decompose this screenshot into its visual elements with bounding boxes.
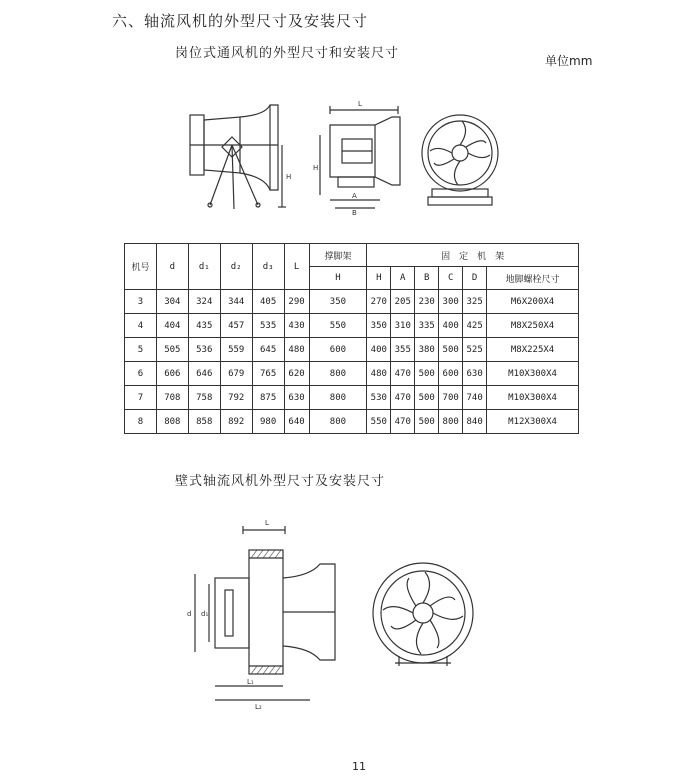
cell-A: 470	[391, 362, 415, 386]
cell-bolt: M8X225X4	[487, 338, 579, 362]
label-A: A	[352, 192, 357, 200]
cell-L: 290	[284, 290, 309, 314]
cell-B: 500	[415, 386, 439, 410]
cell-L: 480	[284, 338, 309, 362]
header-C: C	[439, 267, 463, 290]
post-fan-title: 岗位式通风机的外型尺寸和安装尺寸	[175, 46, 400, 61]
cell-d: 708	[156, 386, 188, 410]
header-model: 机号	[125, 244, 157, 290]
cell-A: 355	[391, 338, 415, 362]
header-d3: d₃	[252, 244, 284, 290]
header-bolt: 地脚螺栓尺寸	[487, 267, 579, 290]
unit-label: 单位mm	[545, 54, 593, 68]
cell-d2: 457	[220, 314, 252, 338]
cell-bolt: M10X300X4	[487, 386, 579, 410]
cell-stand-H: 350	[309, 290, 367, 314]
wall-label-L2: L₂	[255, 703, 262, 711]
cell-d: 304	[156, 290, 188, 314]
cell-d: 606	[156, 362, 188, 386]
cell-stand-H: 800	[309, 410, 367, 434]
post-fan-front-view	[422, 115, 498, 205]
header-A: A	[391, 267, 415, 290]
cell-bolt: M12X300X4	[487, 410, 579, 434]
cell-B: 230	[415, 290, 439, 314]
wall-fan-title: 壁式轴流风机外型尺寸及安装尺寸	[175, 474, 386, 489]
header-H: H	[367, 267, 391, 290]
cell-d: 404	[156, 314, 188, 338]
cell-d: 808	[156, 410, 188, 434]
wall-label-d: d	[187, 610, 192, 618]
table-row	[125, 338, 579, 362]
table-row	[125, 362, 579, 386]
table-row	[125, 410, 579, 434]
wall-label-d1: d₁	[201, 610, 209, 618]
post-fan-frame-view	[320, 106, 400, 208]
cell-C: 300	[439, 290, 463, 314]
cell-A: 470	[391, 410, 415, 434]
cell-no: 4	[125, 314, 157, 338]
cell-stand-H: 800	[309, 386, 367, 410]
header-D: D	[463, 267, 487, 290]
cell-D: 630	[463, 362, 487, 386]
header-L: L	[284, 244, 309, 290]
cell-H: 550	[367, 410, 391, 434]
cell-D: 325	[463, 290, 487, 314]
cell-d1: 435	[188, 314, 220, 338]
cell-C: 500	[439, 338, 463, 362]
cell-d3: 535	[252, 314, 284, 338]
table-row	[125, 290, 579, 314]
cell-d2: 344	[220, 290, 252, 314]
cell-d1: 646	[188, 362, 220, 386]
cell-L: 640	[284, 410, 309, 434]
cell-no: 8	[125, 410, 157, 434]
header-d: d	[156, 244, 188, 290]
cell-bolt: M6X200X4	[487, 290, 579, 314]
wall-label-L1: L₁	[247, 678, 254, 686]
cell-H: 350	[367, 314, 391, 338]
header-d1: d₁	[188, 244, 220, 290]
header-stand-H: H	[309, 267, 367, 290]
cell-B: 335	[415, 314, 439, 338]
label-B: B	[352, 209, 357, 215]
cell-B: 380	[415, 338, 439, 362]
wall-fan-front-view	[373, 563, 473, 666]
cell-C: 600	[439, 362, 463, 386]
label-H-left: H	[286, 173, 292, 181]
cell-d3: 875	[252, 386, 284, 410]
header-fixed-frame: 固 定 机 架	[367, 244, 579, 267]
header-d2: d₂	[220, 244, 252, 290]
header-B: B	[415, 267, 439, 290]
cell-d3: 405	[252, 290, 284, 314]
post-fan-drawing	[170, 95, 500, 215]
table-row	[125, 314, 579, 338]
cell-D: 525	[463, 338, 487, 362]
cell-A: 205	[391, 290, 415, 314]
post-fan-side-view	[190, 105, 286, 209]
cell-d1: 858	[188, 410, 220, 434]
cell-d2: 792	[220, 386, 252, 410]
cell-stand-H: 600	[309, 338, 367, 362]
cell-bolt: M8X250X4	[487, 314, 579, 338]
cell-stand-H: 800	[309, 362, 367, 386]
spec-table	[124, 243, 579, 434]
cell-H: 530	[367, 386, 391, 410]
cell-L: 620	[284, 362, 309, 386]
wall-label-L: L	[265, 519, 269, 527]
page-number: 11	[352, 760, 366, 773]
cell-C: 400	[439, 314, 463, 338]
cell-A: 470	[391, 386, 415, 410]
cell-no: 3	[125, 290, 157, 314]
cell-d2: 892	[220, 410, 252, 434]
cell-D: 840	[463, 410, 487, 434]
cell-d3: 645	[252, 338, 284, 362]
cell-D: 425	[463, 314, 487, 338]
cell-d: 505	[156, 338, 188, 362]
cell-d2: 559	[220, 338, 252, 362]
cell-H: 480	[367, 362, 391, 386]
cell-d2: 679	[220, 362, 252, 386]
label-H-mid: H	[313, 164, 319, 172]
cell-H: 400	[367, 338, 391, 362]
cell-d3: 765	[252, 362, 284, 386]
cell-B: 500	[415, 410, 439, 434]
section-heading: 六、轴流风机的外型尺寸及安装尺寸	[112, 12, 369, 30]
cell-bolt: M10X300X4	[487, 362, 579, 386]
cell-no: 6	[125, 362, 157, 386]
wall-fan-drawing	[185, 518, 485, 723]
wall-fan-side-view	[195, 526, 335, 700]
cell-no: 5	[125, 338, 157, 362]
cell-L: 430	[284, 314, 309, 338]
table-row	[125, 386, 579, 410]
table-header-row-1	[125, 244, 579, 267]
cell-stand-H: 550	[309, 314, 367, 338]
cell-H: 270	[367, 290, 391, 314]
cell-no: 7	[125, 386, 157, 410]
cell-B: 500	[415, 362, 439, 386]
label-L: L	[358, 100, 362, 108]
cell-d3: 980	[252, 410, 284, 434]
cell-C: 700	[439, 386, 463, 410]
cell-A: 310	[391, 314, 415, 338]
cell-d1: 536	[188, 338, 220, 362]
cell-d1: 758	[188, 386, 220, 410]
cell-D: 740	[463, 386, 487, 410]
cell-L: 630	[284, 386, 309, 410]
header-stand: 撑脚架	[309, 244, 367, 267]
cell-C: 800	[439, 410, 463, 434]
cell-d1: 324	[188, 290, 220, 314]
